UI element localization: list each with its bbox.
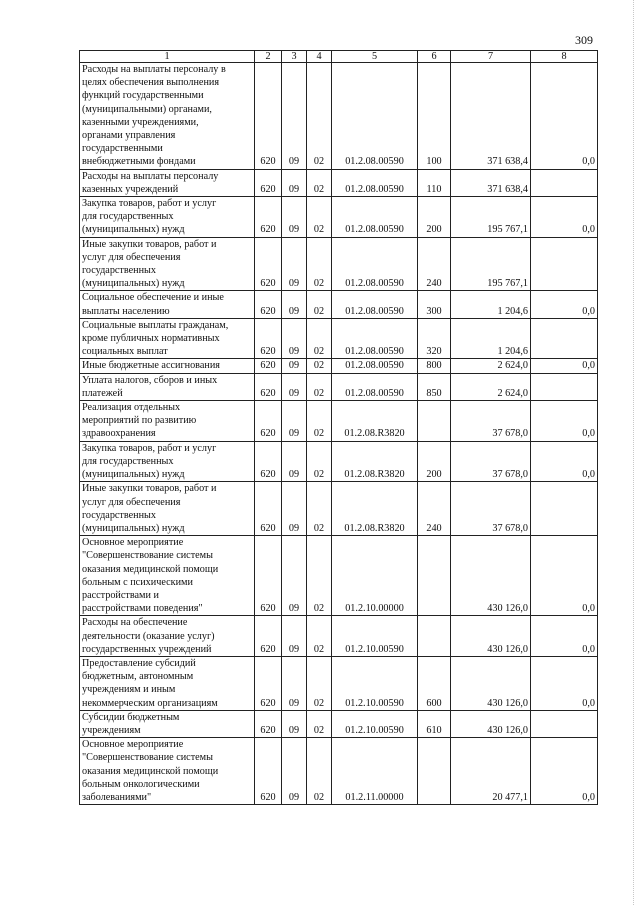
- code-5-cell: 01.2.08.00590: [332, 373, 418, 400]
- code-5-cell: 01.2.10.00590: [332, 656, 418, 710]
- code-3-cell: 09: [282, 291, 307, 318]
- row-name-cell: Субсидии бюджетным учреждениям: [80, 710, 255, 737]
- row-name-cell: Иные закупки товаров, работ и услуг для обеспечения государственных (муниципальных) нужд: [80, 237, 255, 291]
- row-name-cell: Предоставление субсидий бюджетным, автономным учреждениям и иным некоммерческим организациям: [80, 656, 255, 710]
- code-4-cell: 02: [307, 536, 332, 616]
- code-6-cell: 800: [418, 359, 451, 373]
- code-3-cell: 09: [282, 373, 307, 400]
- code-6-cell: 610: [418, 710, 451, 737]
- page-edge-mark: [632, 0, 634, 905]
- code-2-cell: 620: [255, 318, 282, 359]
- table-row: [80, 738, 598, 805]
- column-header: 2: [255, 51, 282, 63]
- row-name-cell: Закупка товаров, работ и услуг для государственных (муниципальных) нужд: [80, 441, 255, 482]
- code-5-cell: 01.2.08.00590: [332, 291, 418, 318]
- code-3-cell: 09: [282, 63, 307, 170]
- amount-8-cell: 0,0: [531, 401, 598, 442]
- code-4-cell: 02: [307, 318, 332, 359]
- code-4-cell: 02: [307, 291, 332, 318]
- amount-7-cell: 37 678,0: [451, 401, 531, 442]
- code-3-cell: 09: [282, 482, 307, 536]
- amount-8-cell: [531, 482, 598, 536]
- amount-7-cell: 20 477,1: [451, 738, 531, 805]
- amount-8-cell: 0,0: [531, 536, 598, 616]
- column-header: 7: [451, 51, 531, 63]
- code-4-cell: 02: [307, 197, 332, 238]
- column-header: 3: [282, 51, 307, 63]
- row-name-cell: Закупка товаров, работ и услуг для государственных (муниципальных) нужд: [80, 197, 255, 238]
- table-row: [80, 401, 598, 442]
- code-4-cell: 02: [307, 616, 332, 657]
- amount-8-cell: 0,0: [531, 738, 598, 805]
- table-row: [80, 536, 598, 616]
- code-4-cell: 02: [307, 63, 332, 170]
- code-4-cell: 02: [307, 441, 332, 482]
- column-header: 5: [332, 51, 418, 63]
- code-3-cell: 09: [282, 441, 307, 482]
- code-5-cell: 01.2.08.00590: [332, 169, 418, 196]
- code-3-cell: 09: [282, 536, 307, 616]
- column-header: 6: [418, 51, 451, 63]
- row-name-cell: Основное мероприятие "Совершенствование системы оказания медицинской помощи больным с психическими расстройствами и расстройствами поведения": [80, 536, 255, 616]
- code-4-cell: 02: [307, 710, 332, 737]
- column-header: 4: [307, 51, 332, 63]
- code-2-cell: 620: [255, 169, 282, 196]
- code-6-cell: 600: [418, 656, 451, 710]
- code-3-cell: 09: [282, 738, 307, 805]
- code-2-cell: 620: [255, 63, 282, 170]
- code-4-cell: 02: [307, 482, 332, 536]
- code-3-cell: 09: [282, 237, 307, 291]
- code-5-cell: 01.2.08.R3820: [332, 401, 418, 442]
- table-row: [80, 656, 598, 710]
- code-3-cell: 09: [282, 169, 307, 196]
- table-row: [80, 169, 598, 196]
- table-row: [80, 63, 598, 170]
- amount-8-cell: [531, 237, 598, 291]
- code-4-cell: 02: [307, 169, 332, 196]
- amount-7-cell: 2 624,0: [451, 359, 531, 373]
- row-name-cell: Расходы на выплаты персоналу казенных учреждений: [80, 169, 255, 196]
- header-row: [80, 51, 598, 63]
- column-header: 1: [80, 51, 255, 63]
- code-6-cell: [418, 738, 451, 805]
- amount-7-cell: 1 204,6: [451, 318, 531, 359]
- amount-7-cell: 430 126,0: [451, 710, 531, 737]
- amount-7-cell: 371 638,4: [451, 63, 531, 170]
- table-row: [80, 616, 598, 657]
- code-3-cell: 09: [282, 616, 307, 657]
- code-6-cell: 320: [418, 318, 451, 359]
- code-6-cell: 100: [418, 63, 451, 170]
- code-3-cell: 09: [282, 401, 307, 442]
- code-2-cell: 620: [255, 738, 282, 805]
- amount-8-cell: 0,0: [531, 197, 598, 238]
- code-5-cell: 01.2.08.R3820: [332, 482, 418, 536]
- row-name-cell: Иные бюджетные ассигнования: [80, 359, 255, 373]
- row-name-cell: Иные закупки товаров, работ и услуг для обеспечения государственных (муниципальных) нужд: [80, 482, 255, 536]
- code-5-cell: 01.2.10.00590: [332, 710, 418, 737]
- row-name-cell: Социальное обеспечение и иные выплаты населению: [80, 291, 255, 318]
- amount-7-cell: 195 767,1: [451, 237, 531, 291]
- code-2-cell: 620: [255, 291, 282, 318]
- code-3-cell: 09: [282, 710, 307, 737]
- table-row: [80, 359, 598, 373]
- table-row: [80, 373, 598, 400]
- code-6-cell: [418, 401, 451, 442]
- code-4-cell: 02: [307, 738, 332, 805]
- row-name-cell: Уплата налогов, сборов и иных платежей: [80, 373, 255, 400]
- table-row: [80, 318, 598, 359]
- code-3-cell: 09: [282, 318, 307, 359]
- code-2-cell: 620: [255, 482, 282, 536]
- amount-8-cell: 0,0: [531, 63, 598, 170]
- table-row: [80, 237, 598, 291]
- table-row: [80, 197, 598, 238]
- code-4-cell: 02: [307, 359, 332, 373]
- code-5-cell: 01.2.08.00590: [332, 359, 418, 373]
- code-2-cell: 620: [255, 359, 282, 373]
- code-6-cell: 200: [418, 197, 451, 238]
- code-5-cell: 01.2.10.00590: [332, 616, 418, 657]
- code-4-cell: 02: [307, 237, 332, 291]
- code-5-cell: 01.2.08.00590: [332, 197, 418, 238]
- code-2-cell: 620: [255, 373, 282, 400]
- code-2-cell: 620: [255, 536, 282, 616]
- amount-7-cell: 430 126,0: [451, 656, 531, 710]
- amount-8-cell: [531, 318, 598, 359]
- column-header: 8: [531, 51, 598, 63]
- row-name-cell: Расходы на обеспечение деятельности (оказание услуг) государственных учреждений: [80, 616, 255, 657]
- page-number: 309: [575, 33, 593, 47]
- amount-8-cell: [531, 169, 598, 196]
- amount-8-cell: [531, 373, 598, 400]
- code-5-cell: 01.2.10.00000: [332, 536, 418, 616]
- amount-8-cell: 0,0: [531, 291, 598, 318]
- code-6-cell: 200: [418, 441, 451, 482]
- amount-7-cell: 37 678,0: [451, 482, 531, 536]
- code-6-cell: 850: [418, 373, 451, 400]
- table-row: [80, 482, 598, 536]
- code-2-cell: 620: [255, 197, 282, 238]
- amount-7-cell: 430 126,0: [451, 616, 531, 657]
- code-2-cell: 620: [255, 237, 282, 291]
- code-5-cell: 01.2.11.00000: [332, 738, 418, 805]
- table-row: [80, 441, 598, 482]
- amount-7-cell: 430 126,0: [451, 536, 531, 616]
- amount-7-cell: 195 767,1: [451, 197, 531, 238]
- amount-7-cell: 37 678,0: [451, 441, 531, 482]
- amount-7-cell: 1 204,6: [451, 291, 531, 318]
- amount-8-cell: 0,0: [531, 616, 598, 657]
- code-2-cell: 620: [255, 616, 282, 657]
- code-6-cell: 110: [418, 169, 451, 196]
- code-2-cell: 620: [255, 710, 282, 737]
- row-name-cell: Реализация отдельных мероприятий по развитию здравоохранения: [80, 401, 255, 442]
- row-name-cell: Основное мероприятие "Совершенствование системы оказания медицинской помощи больным онкологическими заболеваниями": [80, 738, 255, 805]
- amount-8-cell: [531, 710, 598, 737]
- row-name-cell: Социальные выплаты гражданам, кроме публичных нормативных социальных выплат: [80, 318, 255, 359]
- code-5-cell: 01.2.08.00590: [332, 237, 418, 291]
- code-4-cell: 02: [307, 401, 332, 442]
- code-6-cell: [418, 536, 451, 616]
- code-6-cell: 300: [418, 291, 451, 318]
- row-name-cell: Расходы на выплаты персоналу в целях обеспечения выполнения функций государственными (муниципальными) органами, казенными учреждениями, органами управления государственными внебюджетными фондами: [80, 63, 255, 170]
- code-6-cell: 240: [418, 482, 451, 536]
- amount-7-cell: 371 638,4: [451, 169, 531, 196]
- code-5-cell: 01.2.08.00590: [332, 318, 418, 359]
- amount-8-cell: 0,0: [531, 359, 598, 373]
- table-row: [80, 291, 598, 318]
- code-5-cell: 01.2.08.00590: [332, 63, 418, 170]
- code-2-cell: 620: [255, 656, 282, 710]
- code-6-cell: 240: [418, 237, 451, 291]
- code-3-cell: 09: [282, 197, 307, 238]
- code-3-cell: 09: [282, 656, 307, 710]
- code-3-cell: 09: [282, 359, 307, 373]
- code-2-cell: 620: [255, 441, 282, 482]
- code-4-cell: 02: [307, 373, 332, 400]
- code-5-cell: 01.2.08.R3820: [332, 441, 418, 482]
- amount-8-cell: 0,0: [531, 656, 598, 710]
- table-row: [80, 710, 598, 737]
- code-4-cell: 02: [307, 656, 332, 710]
- code-6-cell: [418, 616, 451, 657]
- amount-8-cell: 0,0: [531, 441, 598, 482]
- code-2-cell: 620: [255, 401, 282, 442]
- amount-7-cell: 2 624,0: [451, 373, 531, 400]
- budget-table: [79, 50, 598, 805]
